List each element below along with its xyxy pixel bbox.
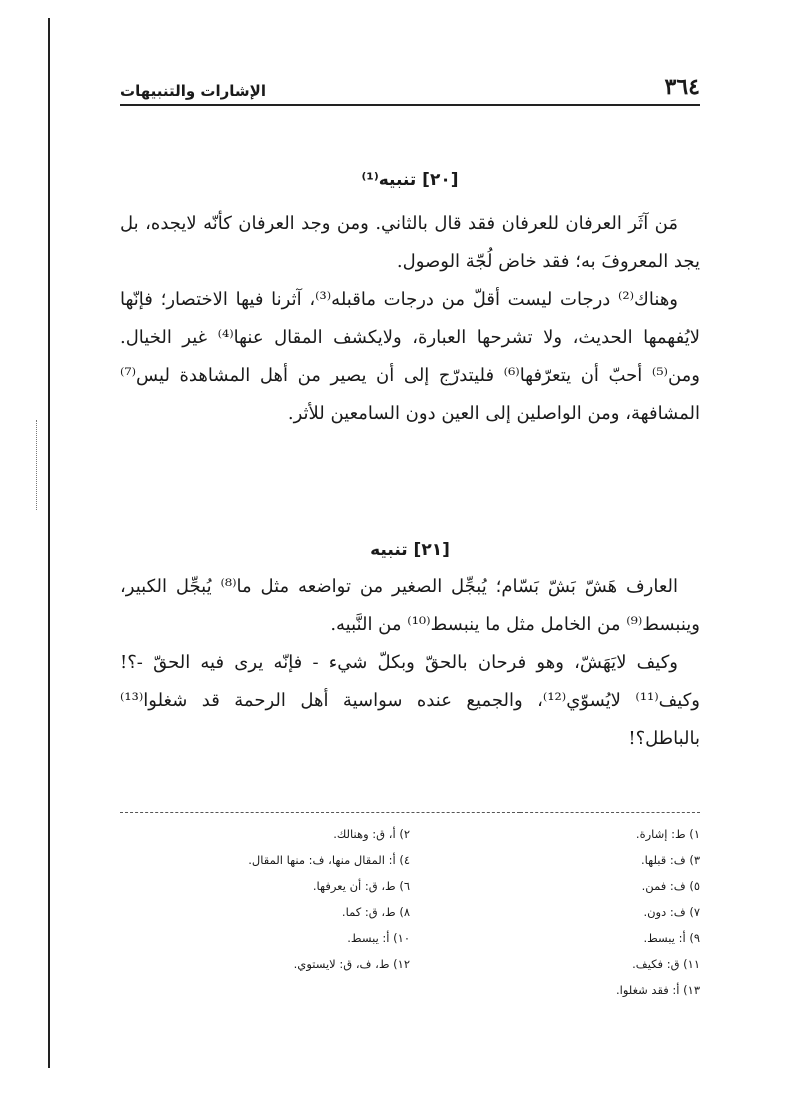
footnote: ٣) ف: قبلها.	[640, 853, 700, 867]
footnote: ٧) ف: دون.	[643, 905, 700, 919]
book-title: الإشارات والتنبيهات	[120, 82, 266, 100]
footnote: ١٠) أ: يبسط.	[347, 931, 410, 945]
paragraph: العارف هَشّ بَشّ بَسّام؛ يُبجِّل الصغير من تواضعه مثل ما⁽⁸⁾ يُبجِّل الكبير، وينبسط⁽⁹⁾ من الخامل مثل ما ينبسط⁽¹⁰⁾ من النَّبيه.	[120, 576, 700, 635]
page-edge-line	[48, 18, 50, 1068]
section-title-21: [٢١] تنبيه	[370, 540, 450, 560]
paragraph: وهناك⁽²⁾ درجات ليست أقلّ من درجات ماقبله⁽³⁾، آثرنا فيها الاختصار؛ فإنّها لايُفهمها الحديث، ولا تشرحها العبارة، ولايكشف المقال عنها⁽⁴⁾ غير الخيال. ومن⁽⁵⁾ أحبّ أن يتعرّفها⁽⁶⁾ فليتدرّج إلى أن يصير من أهل المشاهدة ليس⁽⁷⁾ المشافهة، ومن الواصلين إلى العين دون السامعين للأثر.	[120, 289, 700, 424]
footnote: ١٢) ط، ف، ق: لايستوي.	[293, 957, 410, 971]
footnote: ٢) أ، ق: وهنالك.	[333, 827, 410, 841]
footnote: ٦) ط، ق: أن يعرفها.	[312, 879, 410, 893]
footnote: ١٣) أ: فقد شغلوا.	[615, 983, 700, 997]
footnote: ٤) أ: المقال منها، ف: منها المقال.	[248, 853, 410, 867]
section-body-21	[120, 568, 700, 758]
footnote: ٨) ط، ق: كما.	[341, 905, 410, 919]
page-number: ٣٦٤	[664, 74, 700, 100]
footnotes	[120, 822, 700, 1002]
section-body-20	[120, 205, 700, 433]
section-title-20: [٢٠] تنبيه⁽¹⁾	[361, 170, 459, 190]
paragraph: مَن آثَر العرفان للعرفان فقد قال بالثاني. ومن وجد العرفان كأنّه لايجده، بل يجد المعروفَ به؛ فقد خاض لُجّة الوصول.	[120, 213, 700, 272]
footnote: ٩) أ: يبسط.	[643, 931, 700, 945]
footnote: ١) ط: إشارة.	[635, 827, 700, 841]
footnote: ١١) ق: فكيف.	[632, 957, 700, 971]
paragraph: وكيف لايَهَشّ، وهو فرحان بالحقّ وبكلّ شيء - فإنّه يرى فيه الحقّ -؟! وكيف⁽¹¹⁾ لايُسوّي⁽¹²⁾، والجميع عنده سواسية أهل الرحمة قد شغلوا⁽¹³⁾ بالباطل؟!	[120, 652, 700, 749]
footnote: ٥) ف: فمن.	[641, 879, 700, 893]
scan-specks	[36, 420, 38, 510]
footnote-divider	[120, 812, 520, 813]
running-header	[120, 72, 700, 106]
footnote-divider	[520, 812, 700, 813]
